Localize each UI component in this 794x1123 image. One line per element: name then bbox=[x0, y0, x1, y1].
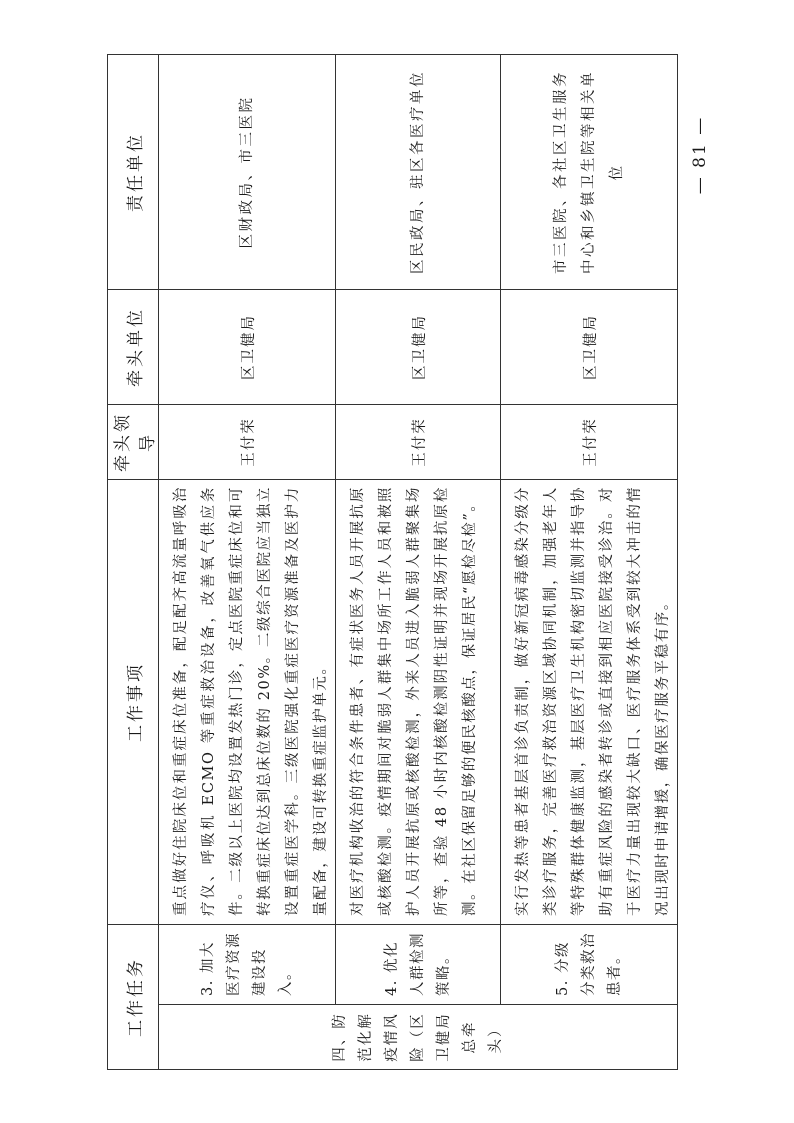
lead-unit-cell: 区卫健局 bbox=[501, 290, 678, 405]
item-cell: 实行发热等患者基层首诊负责制，做好新冠病毒感染分级分类诊疗服务，完善医疗救治资源区域协同机制，加强老年人等特殊群体健康监测，基层医疗卫生机构密切监测并指导协助有重症风险的感染者转诊或直接到相应医院接受诊治。对于医疗力量出现较大缺口、医疗服务体系受到较大冲击的情况出现时申请增援，确保医疗服务平稳有序。 bbox=[501, 480, 678, 925]
header-lead-unit: 牵头单位 bbox=[108, 290, 159, 405]
table-row bbox=[159, 55, 336, 1070]
header-leader: 牵头领导 bbox=[108, 405, 159, 480]
resp-unit-cell: 市三医院、各社区卫生服务中心和乡镇卫生院等相关单位 bbox=[501, 55, 678, 290]
header-task: 工作任务 bbox=[108, 925, 159, 1070]
leader-cell: 王付荣 bbox=[159, 405, 336, 480]
resp-unit-cell: 区民政局、驻区各医疗单位 bbox=[336, 55, 501, 290]
table-row bbox=[336, 55, 501, 1070]
task-cell: 4. 优化人群检测策略。 bbox=[336, 925, 501, 1005]
page-number: — 81 — bbox=[690, 115, 710, 195]
item-cell: 对医疗机构收治的符合条件患者、有症状医务人员开展抗原或核酸检测。疫情期间对脆弱人群集中场所工作人员和被照护人员开展抗原或核酸检测，外来人员进入脆弱人群聚集场所等，查验 48 小时内核酸检测阴性证明并现场开展抗原检测。在社区保留足够的便民核酸点，保证居民“愿检尽检”。 bbox=[336, 480, 501, 925]
header-item: 工作事项 bbox=[108, 480, 159, 925]
table-header-row bbox=[108, 55, 159, 1070]
leader-cell: 王付荣 bbox=[336, 405, 501, 480]
task-cell: 5. 分级分类救治患者。 bbox=[501, 925, 678, 1005]
category-cell: 四、防范化解疫情风险（区卫健局总牵头） bbox=[159, 1005, 678, 1070]
resp-unit-cell: 区财政局、市三医院 bbox=[159, 55, 336, 290]
lead-unit-cell: 区卫健局 bbox=[336, 290, 501, 405]
task-cell: 3. 加大医疗资源建设投入。 bbox=[159, 925, 336, 1005]
table-row bbox=[501, 55, 678, 1070]
rotated-table-wrapper bbox=[107, 55, 671, 1070]
work-task-table bbox=[107, 54, 678, 1070]
leader-cell: 王付荣 bbox=[501, 405, 678, 480]
item-cell: 重点做好住院床位和重症床位准备，配足配齐高流量呼吸治疗仪、呼吸机 ECMO 等重症救治设备，改善氧气供应条件。二级以上医院均设置发热门诊，定点医院重症床位和可转换重症床位达到总床位数的 20%。二级综合医院应当独立设置重症医学科。三级医院强化重症医疗资源准备及医护力量配备，建设可转换重症监护单元。 bbox=[159, 480, 336, 925]
lead-unit-cell: 区卫健局 bbox=[159, 290, 336, 405]
header-resp-unit: 责任单位 bbox=[108, 55, 159, 290]
